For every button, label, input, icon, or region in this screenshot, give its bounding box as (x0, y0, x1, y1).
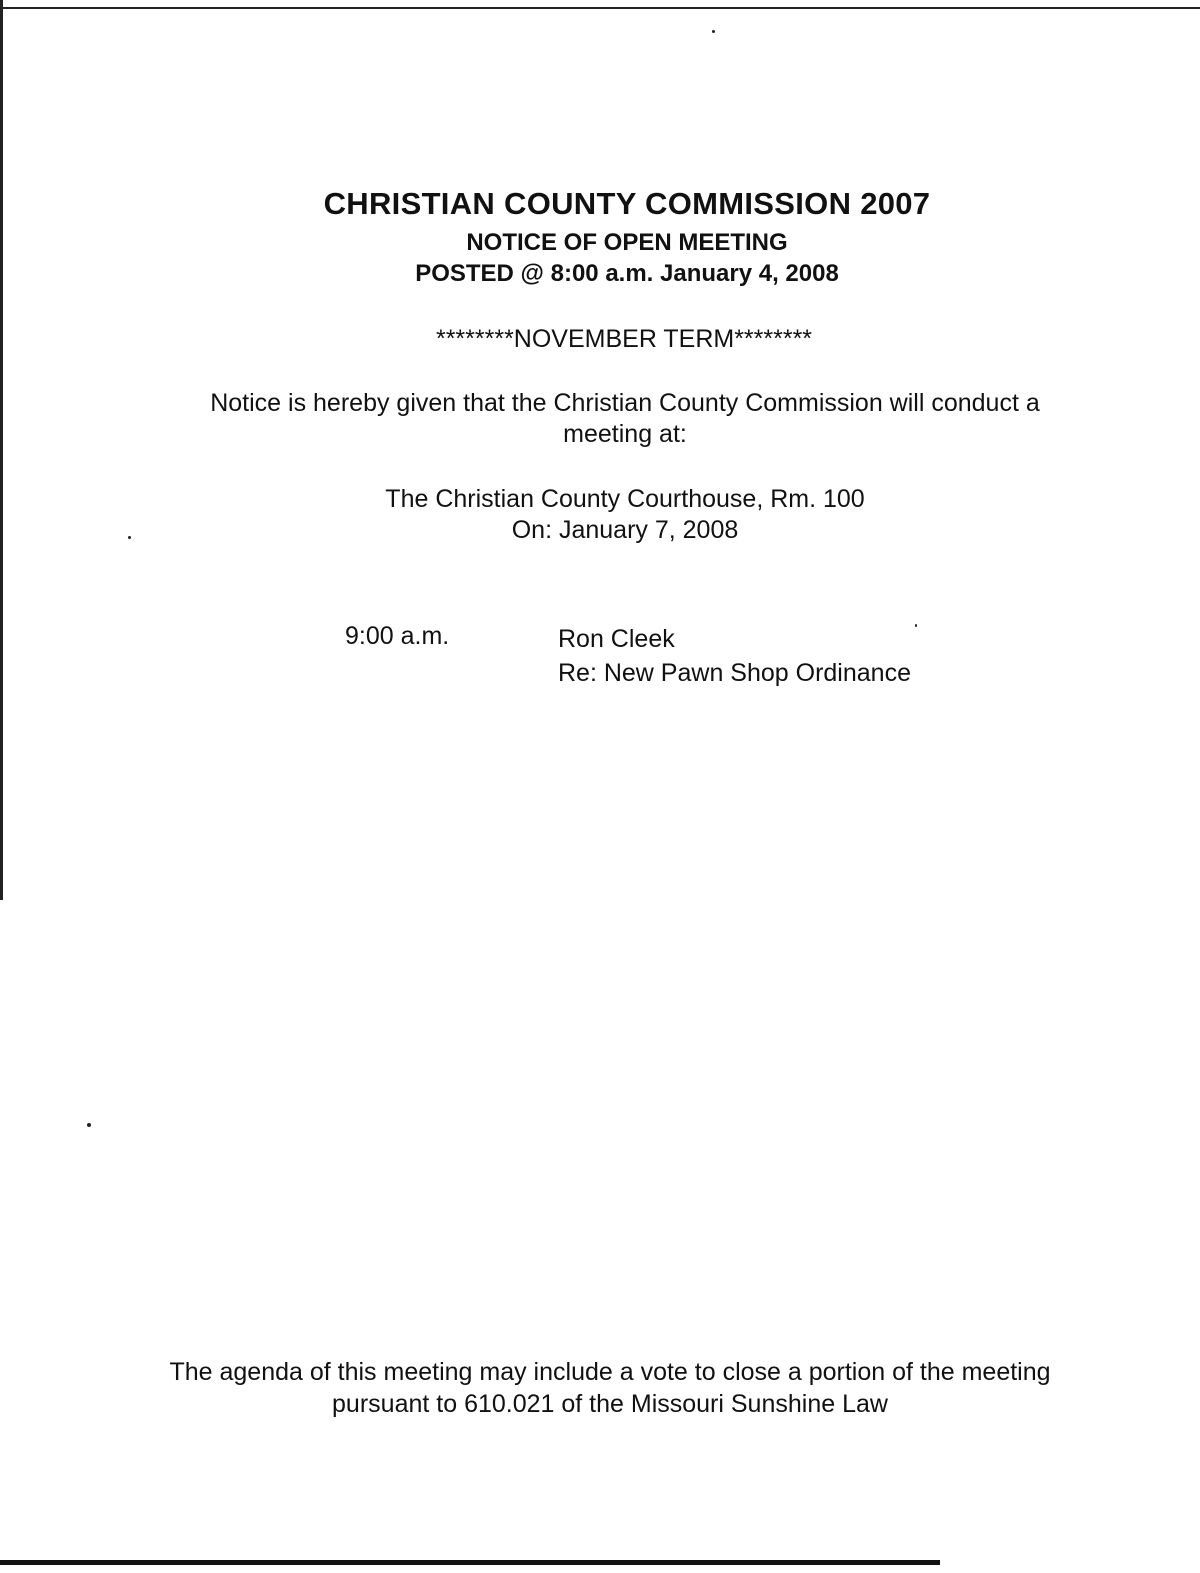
notice-line-1: Notice is hereby given that the Christian County Commission will conduct a (210, 389, 1040, 417)
scan-speck (87, 1123, 91, 1127)
scan-speck (712, 30, 715, 33)
agenda-topic: Re: New Pawn Shop Ordinance (558, 659, 911, 687)
footer-line-2: pursuant to 610.021 of the Missouri Sunshine Law (332, 1390, 888, 1418)
scan-top-border (0, 0, 1200, 9)
scan-speck (915, 624, 917, 627)
scan-bottom-border (0, 1560, 940, 1565)
notice-line-2: meeting at: (563, 420, 687, 448)
location-place: The Christian County Courthouse, Rm. 100 (385, 485, 865, 513)
document-title: CHRISTIAN COUNTY COMMISSION 2007 (323, 186, 931, 221)
footer-disclaimer (100, 1356, 1120, 1420)
meeting-location (0, 484, 1200, 546)
agenda-item (558, 622, 911, 690)
agenda-presenter: Ron Cleek (558, 625, 675, 653)
posted-line: POSTED @ 8:00 a.m. January 4, 2008 (415, 260, 839, 287)
location-date: On: January 7, 2008 (511, 516, 739, 544)
document-subtitle: NOTICE OF OPEN MEETING (466, 229, 788, 256)
term-banner: ********NOVEMBER TERM******** (435, 325, 813, 353)
notice-paragraph (140, 388, 1110, 450)
footer-line-1: The agenda of this meeting may include a vote to close a portion of the meeting (169, 1358, 1051, 1386)
scan-left-border (0, 0, 3, 900)
agenda-time: 9:00 a.m. (345, 622, 450, 650)
